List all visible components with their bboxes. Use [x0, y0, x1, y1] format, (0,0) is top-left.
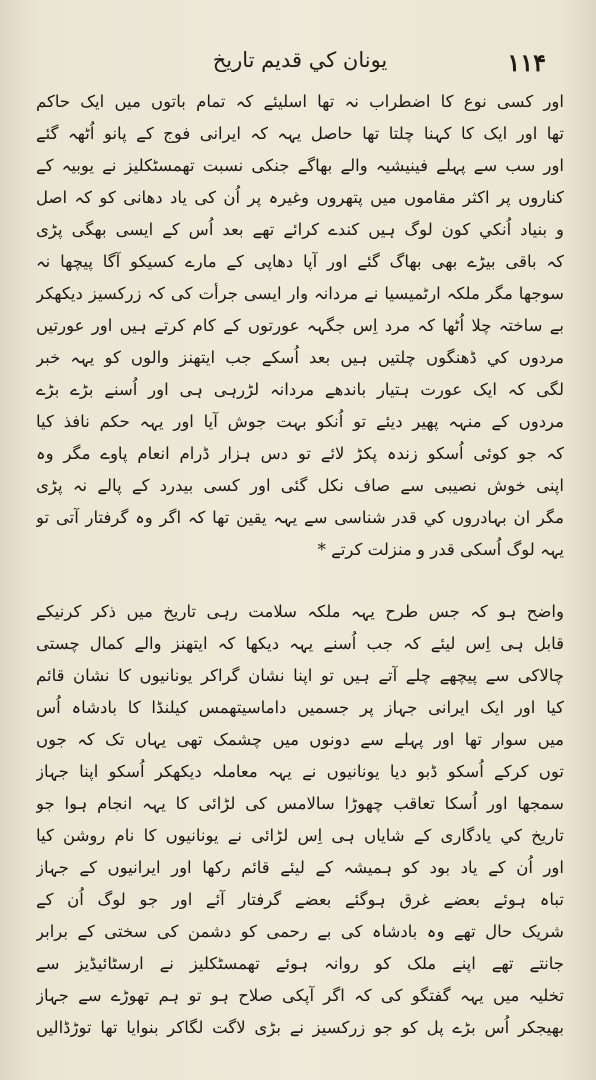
- paragraph-1: [36, 86, 564, 566]
- text-line: مگر ان بہادروں کي قدر شناسی سے یہہ یقین تھا کہ اگر وہ گرفتار آتی تو: [36, 508, 564, 527]
- text-line: سمجھا اور اُسکا تعاقب چھوڑا سالامس کی لڑائی کا یہہ انجام ہوا جو: [36, 794, 564, 813]
- text-line: اور سب سے پہلے فینیشیہ والے بھاگے جنکی نسبت تھمسٹکلیز نے یوبیہ کے: [36, 156, 564, 175]
- text-line: جانتے تھے اپنے ملک کو روانہ ہوئے تھمسٹکلیز نے ارسٹائیڈیز سے: [36, 954, 564, 973]
- text-line: بے ساختہ چلا اُٹھا کہ مرد اِس جگہہ عورتوں کے کام کرتے ہیں اور عورتیں: [36, 316, 564, 335]
- text-line: و بنیاد اُنکي کون لوگ ہیں کندے کرائے تھے بعد اُس کے ایسی بھگی پڑی: [36, 220, 564, 239]
- text-line: سوجھا مگر ملکہ ارٹمیسیا نے مردانہ وار ایسی جرأت کی کہ زرکسیز دیکھکر: [36, 284, 564, 303]
- page-header: [40, 46, 560, 80]
- text-line: تاریخ کي یادگاری کے شایاں ہی اِس لڑائی نے یونانیوں کا نام روشن کیا: [36, 826, 564, 845]
- text-line: اپنی خوش نصیبی سے صاف نکل گئی اور کسی بیدرد کے پالے نہ پڑی: [36, 476, 564, 495]
- text-line: شریک حال تھے وہ بادشاہ کی بے رحمی کو دشمن کی سختی کے برابر: [36, 922, 564, 941]
- text-line: میں سوار تھا اور پہلے سے دونوں میں چشمک تھی یہاں تک کہ جوں: [36, 730, 564, 749]
- paragraph-gap: [36, 566, 564, 596]
- text-line: چالاکی سے پیچھے چلے آتے ہیں تو اپنا نشان گراکر یونانیوں کا نشان قائم: [36, 666, 564, 685]
- body-text: [36, 86, 564, 1044]
- paragraph-2: [36, 596, 564, 1044]
- text-line: یہہ لوگ اُسکی قدر و منزلت کرتے *: [317, 540, 564, 559]
- text-line: اور کسی نوع کا اضطراب نہ تھا اسلیئے کہ تمام باتوں میں ایک حاکم: [36, 92, 564, 111]
- text-line: تھا اور ایک کا کہنا چلتا تھا حاصل یہہ کہ ایرانی فوج کے پانو اُٹھہ گئے: [36, 124, 564, 143]
- text-line: اور اُن کے یاد بود کو ہمیشہ کے لیئے قائم رکھا اور ایرانیوں کے جہاز: [36, 858, 564, 877]
- text-line: توں کرکے اُسکو ڈبو دیا یونانیوں نے یہہ معاملہ دیکھکر اُسکو اپنا جہاز: [36, 762, 564, 781]
- text-line: بھیجکر اُس بڑے پل کو جو زرکسیز نے بڑی لاگت لگاکر بنوایا تھا توڑڈالیں: [36, 1018, 564, 1037]
- text-line: قابل ہی اِس لیئے کہ جب اُسنے یہہ دیکھا کہ ایتھنز والے کمال چستی: [36, 634, 564, 653]
- text-line: کہ باقی بیڑے بھی بھاگ گئے اور آپا دھاپی کے مارے کسیکو آگا پیچھا نہ: [36, 252, 564, 271]
- text-line: کیا اور ایک ایرانی جہاز پر جسمیں داماسیتھمس کیلنڈا کا بادشاہ اُس: [36, 698, 564, 717]
- text-line: مردوں کي ڈھنگوں چلتیں ہیں بعد اُسکے جب ایتھنز والوں کو یہہ خبر: [36, 348, 564, 367]
- text-line: لگی کہ ایک عورت ہتیار باندھے مردانہ لڑرہی ہی اور اُسنے بڑے بڑے: [36, 380, 564, 399]
- text-line: کہ جو کوئی اُسکو زندہ پکڑ لائے تو دس ہزار ڈرام انعام پاوے مگر وہ: [36, 444, 564, 463]
- text-line: کناروں پر اکثر مقاموں میں پتھروں وغیرہ پر اُن کی یاد دھانی کو کہ اصل: [36, 188, 564, 207]
- page-number: ۱۱۴: [507, 48, 546, 77]
- text-line: واضح ہو کہ جس طرح یہہ ملکہ سلامت رہی تاریخ میں ذکر کرنیکے: [36, 602, 564, 621]
- running-title: یونان کي قدیم تاریخ: [212, 48, 388, 72]
- text-line: تباہ ہوئے بعضے غرق ہوگئے بعضے گرفتار آئے اور جو لوگ اُن کے: [36, 890, 564, 909]
- text-line: مردوں کے منہہ پھیر دیئے تو اُنکو بہت جوش آیا اور یہہ حکم نافذ کیا: [36, 412, 564, 431]
- text-line: تخلیہ میں یہہ گفتگو کی کہ اگر آپکی صلاح ہو تو ہم تھوڑے سے جہاز: [36, 986, 564, 1005]
